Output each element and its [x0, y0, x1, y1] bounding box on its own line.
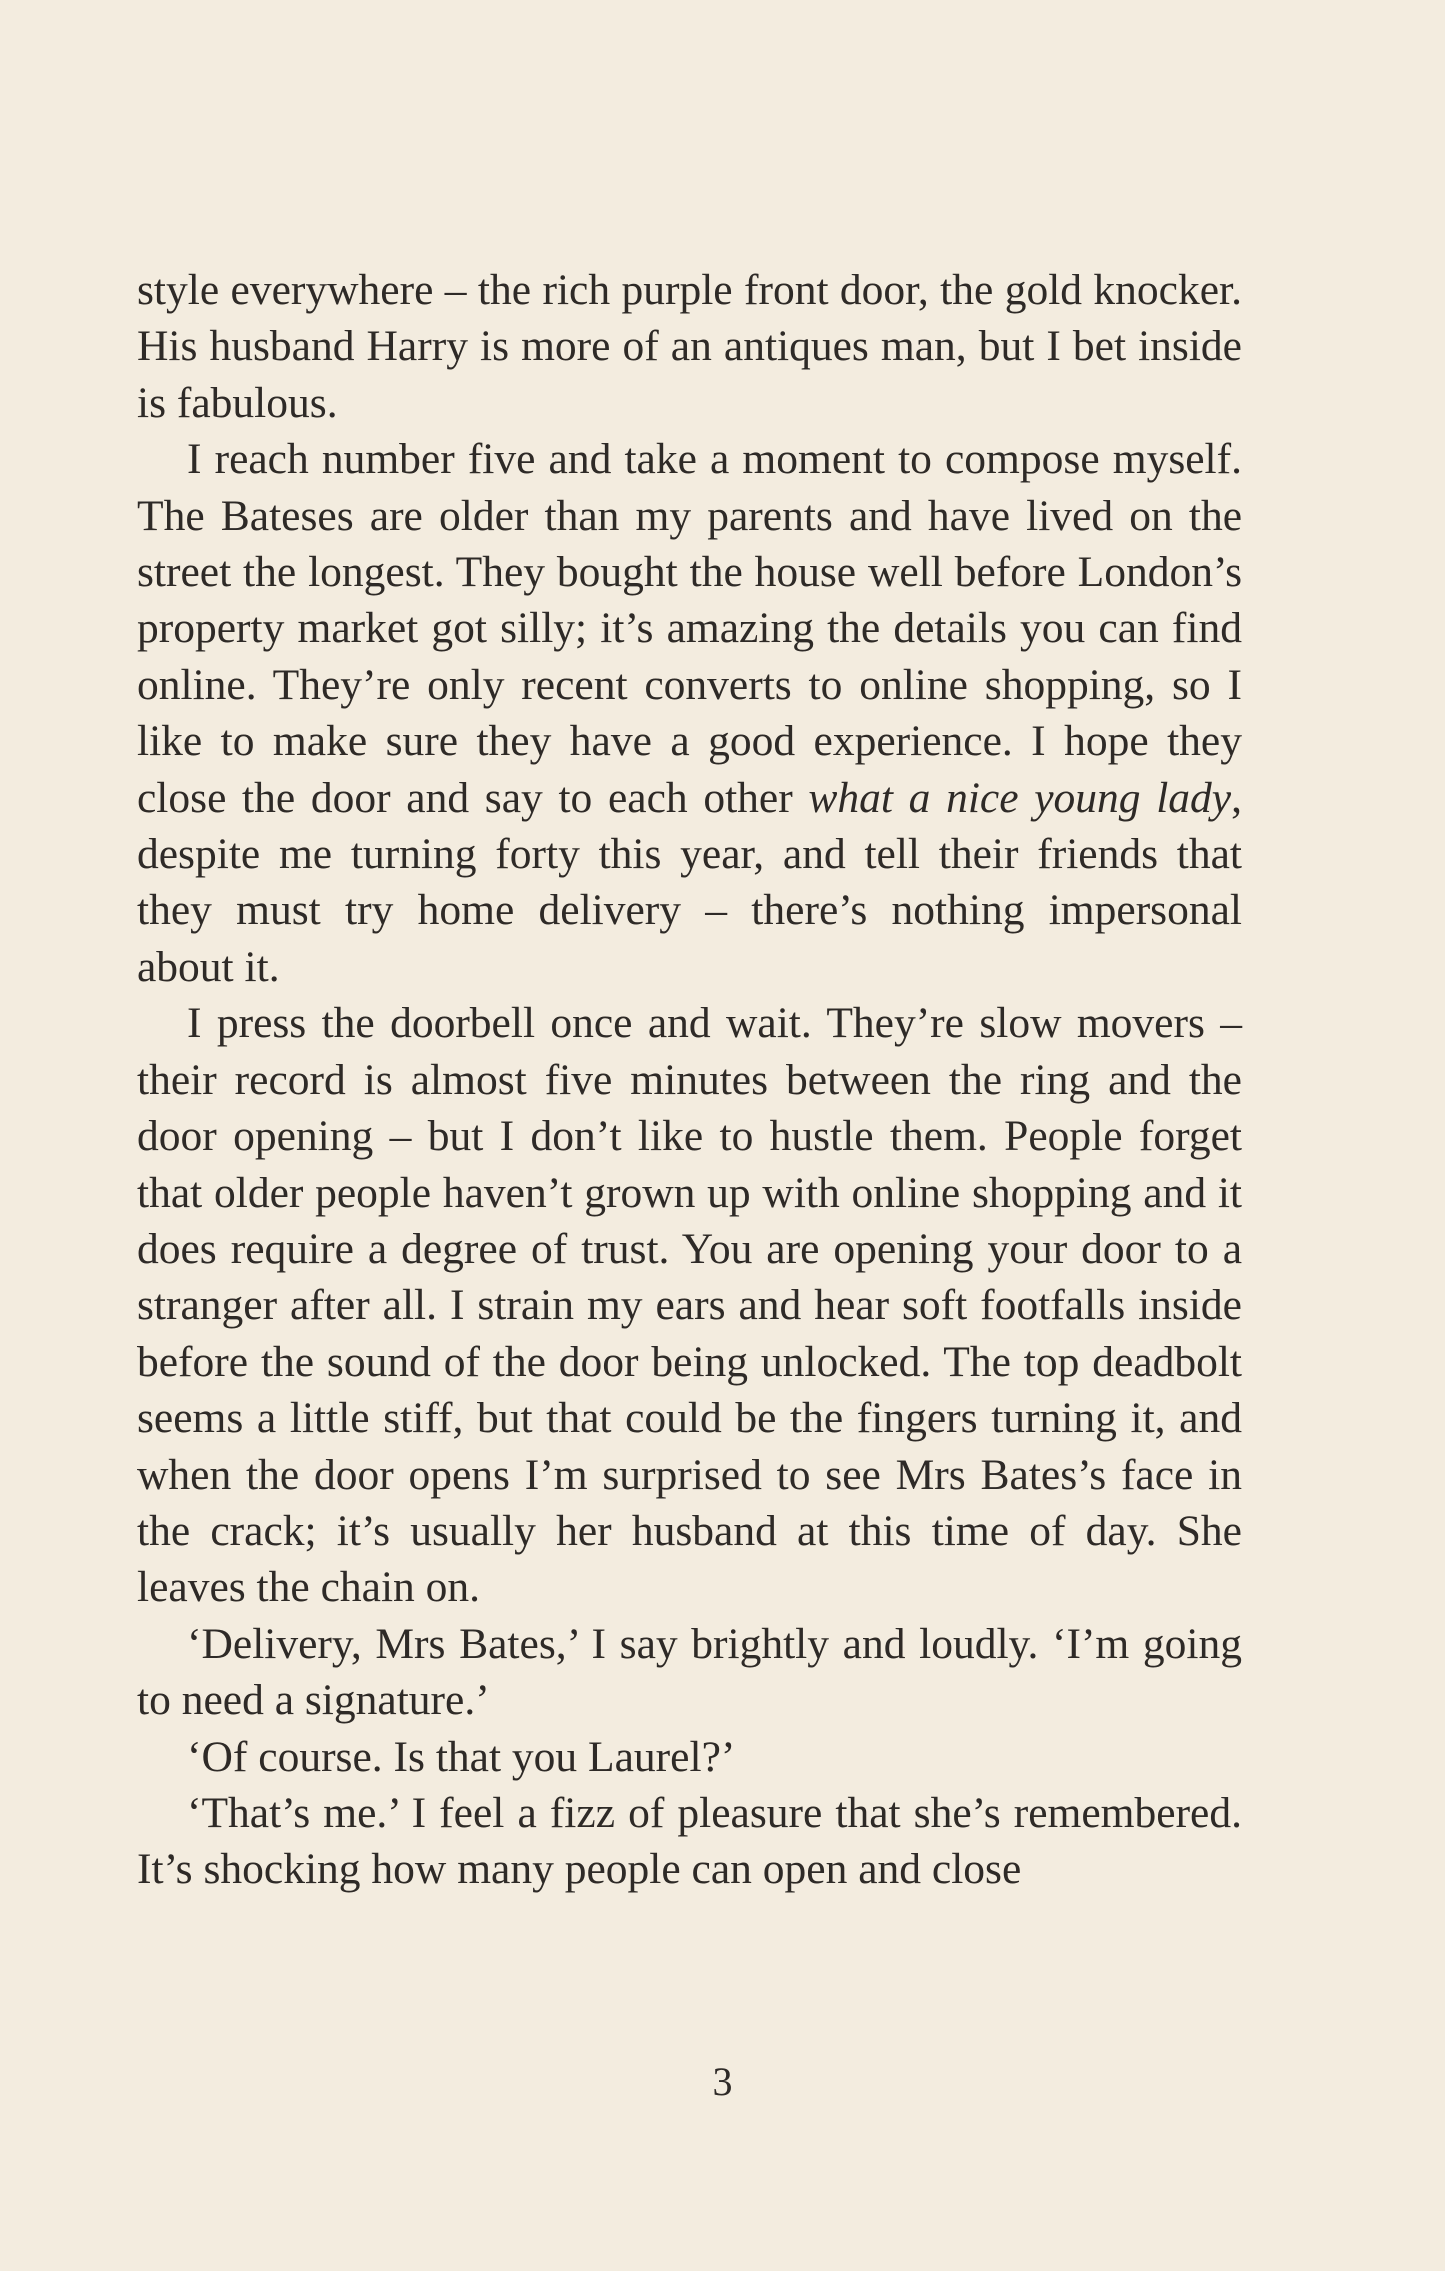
body-text	[137, 262, 1242, 1898]
paragraph: I press the doorbell once and wait. They’re slow movers – their record is almost five minutes between the ring and the door opening – but I don’t like to hustle them. People forget that older people haven’t grown up with online shopping and it does require a degree of trust. You are opening your door to a stranger after all. I strain my ears and hear soft footfalls inside before the sound of the door being unlocked. The top deadbolt seems a little stiff, but that could be the fingers turning it, and when the door opens I’m surprised to see Mrs Bates’s face in the crack; it’s usually her husband at this time of day. She leaves the chain on.	[137, 999, 1242, 1612]
italic-phrase: what a nice young lady	[808, 773, 1232, 822]
paragraph: ‘Delivery, Mrs Bates,’ I say brightly and loudly. ‘I’m going to need a signature.’	[137, 1619, 1242, 1725]
paragraph: style everywhere – the rich purple front door, the gold knocker. His husband Harry is more of an antiques man, but I bet inside is fabulous.	[137, 266, 1242, 427]
paragraph: ‘Of course. Is that you Laurel?’	[187, 1732, 736, 1781]
paragraph: I reach number five and take a moment to compose myself. The Bateses are older than my parents and have lived on the street the longest. They bought the house well before London’s property market got silly; it’s amazing the details you can find online. They’re only recent converts to online shopping, so I like to make sure they have a good experience. I hope they close the door and say to each other what a nice young lady, despite me turning forty this year, and tell their friends that they must try home delivery – there’s nothing impersonal about it.	[137, 435, 1242, 991]
page-number: 3	[712, 2059, 733, 2104]
paragraph: ‘That’s me.’ I feel a fizz of pleasure that she’s remembered. It’s shocking how many people can open and close	[137, 1788, 1242, 1894]
